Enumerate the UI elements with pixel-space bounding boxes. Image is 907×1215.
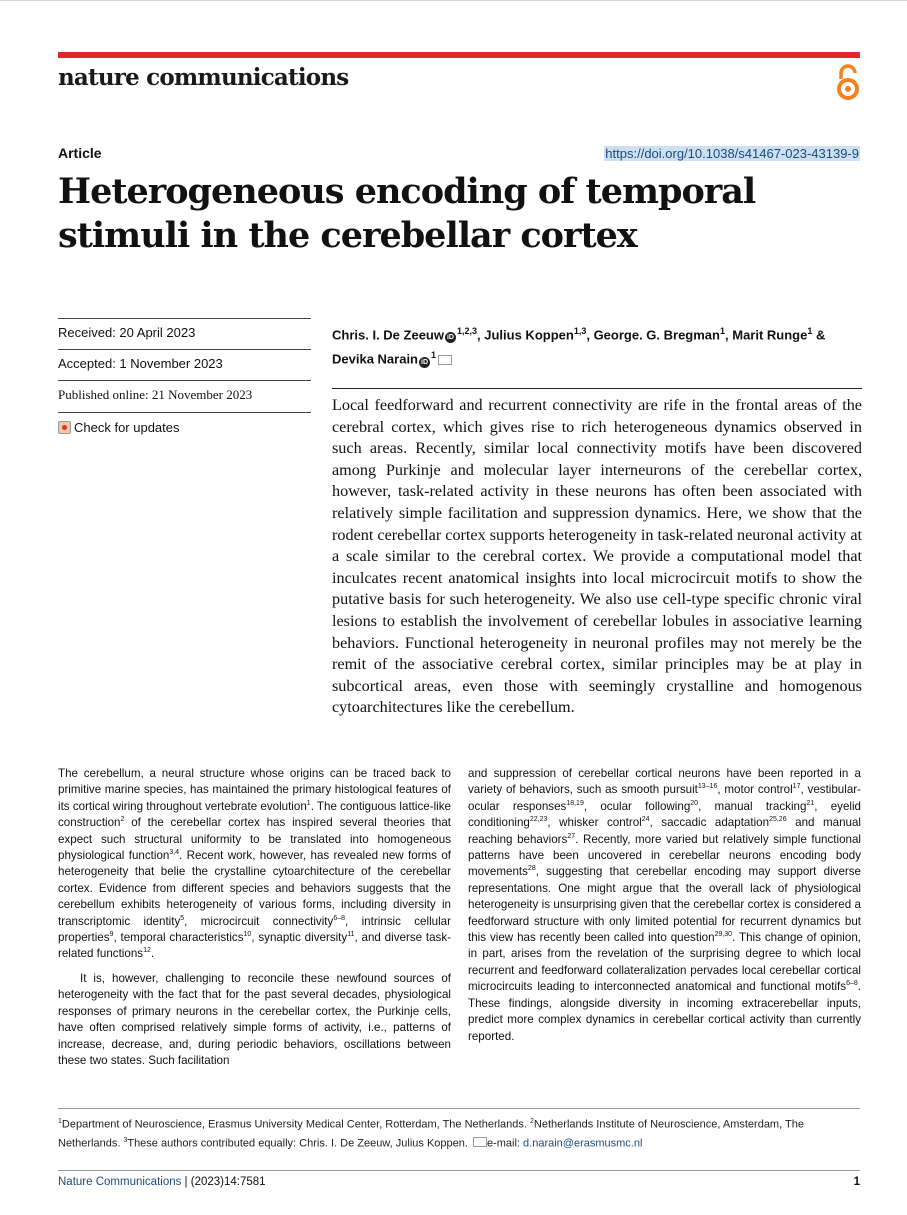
author-name[interactable]: Julius Koppen xyxy=(484,327,574,343)
body-text: , intrinsic cellular properties xyxy=(58,914,451,945)
citation-ref[interactable]: 22,23 xyxy=(529,816,548,824)
citation-ref[interactable]: 29,30 xyxy=(714,931,733,939)
body-text: , motor control xyxy=(717,783,793,797)
footnote-rule xyxy=(58,1108,860,1109)
published-date: Published online: 21 November 2023 xyxy=(58,380,311,412)
footer-rule xyxy=(58,1170,860,1171)
body-text: , vestibular-ocular responses xyxy=(468,783,862,813)
body-text: and suppression of cerebellar cortical neurons have been reported in a variety of behaviors, such as smooth pursuit xyxy=(468,767,861,797)
doi-link[interactable]: https://doi.org/10.1038/s41467-023-43139-9 xyxy=(605,146,859,161)
body-text: , ocular following xyxy=(583,799,691,813)
citation-ref[interactable]: 20 xyxy=(690,799,699,807)
body-column-right xyxy=(468,766,861,1045)
affiliation-1: Department of Neuroscience, Erasmus University Medical Center, Rotterdam, The Netherlands. xyxy=(61,1118,531,1131)
affiliation-2: Netherlands Institute of Neuroscience, Amsterdam, The Netherlands. xyxy=(58,1118,804,1150)
citation-ref[interactable]: 6–8 xyxy=(333,914,345,922)
body-paragraph xyxy=(58,766,451,963)
abstract-text: Local feedforward and recurrent connectivity are rife in the frontal areas of the cerebral cortex, which gives rise to rich heterogeneous dynamics observed in such areas. Recently, similar local connectivity motifs have been discovered among Purkinje and molecular layer interneurons of the cerebellar cortex, however, task-related activity in these neurons has often been associated with relatively simple facilitation and suppression dynamics. Here, we show that the rodent cerebellar cortex supports heterogeneity in task-related neuronal activity at a scale similar to the cerebral cortex. We provide a computational model that inculcates recent anatomical insights into local microcircuit motifs to show the putative basis for such heterogeneity. We also use cell-type specific chronic viral lesions to establish the involvement of cerebellar lobules in associative learning behaviors. Functional heterogeneity in neuronal profiles may not merely be the remit of the associative cerebral cortex, similar principles may be at play in subcortical areas, even those with seemingly crystalline and homogenous cytoarchitectures like the cerebellum. xyxy=(332,396,862,717)
body-text: , whisker control xyxy=(547,816,642,830)
citation-ref[interactable]: 13–16 xyxy=(697,783,718,791)
citation-ref[interactable]: 24 xyxy=(641,816,650,824)
body-text: . This change of opinion, in part, arises from the revelation of the surprising degree to which local recurrent and feedforward collateralization pervades local cerebellar cortical microcircuits leading to interconnected anatomical and functional motifs xyxy=(468,931,861,994)
body-text: . The contiguous lattice-like construction xyxy=(58,799,451,830)
body-text: , saccadic adaptation xyxy=(649,816,770,830)
author-affiliation-sup: 1 xyxy=(719,326,725,336)
accepted-date: Accepted: 1 November 2023 xyxy=(58,349,311,380)
citation-ref[interactable]: 10 xyxy=(243,931,252,939)
body-text: , synaptic diversity xyxy=(251,931,348,945)
body-text: , and diverse task-related functions xyxy=(58,931,451,961)
equal-contribution-note: These authors contributed equally: Chris. I. De Zeeuw, Julius Koppen. xyxy=(127,1137,471,1150)
orcid-icon[interactable]: iD xyxy=(421,358,428,366)
body-text: and manual reaching behaviors xyxy=(468,816,861,846)
citation-ref[interactable]: 5 xyxy=(180,914,185,922)
body-text: , microcircuit connectivity xyxy=(184,914,334,928)
citation-ref[interactable]: 12 xyxy=(143,947,151,955)
article-type: Article xyxy=(58,145,102,161)
citation-ref[interactable]: 27 xyxy=(567,832,576,840)
body-text: of the cerebellar cortex has inspired several theories that expect such structural uniformity to be translated into homogeneous physiological function xyxy=(58,816,451,863)
article-meta xyxy=(58,318,311,444)
body-paragraph xyxy=(468,766,861,1045)
footer-citation: | (2023)14:7581 xyxy=(181,1176,266,1188)
body-text: , temporal characteristics xyxy=(113,931,244,945)
mail-icon xyxy=(473,1137,487,1147)
author-affiliation-sup: 1,2,3 xyxy=(456,326,478,336)
check-updates-row xyxy=(58,412,311,444)
citation-ref[interactable]: 1 xyxy=(306,799,311,807)
author-list xyxy=(332,321,862,370)
citation-ref[interactable]: 25,26 xyxy=(769,816,787,824)
citation-ref[interactable]: 9 xyxy=(109,931,114,939)
affiliations-footnote: $^1$Department of Neuroscience, Erasmus University Medical Center, Rotterdam, The Netherlands. $^2$Netherlands Institute of Neuroscience, Amsterdam, The Netherlands. $^3$These authors contributed equally: Chris. I. De Zeeuw, Julius Koppen. e-mail: d.narain@erasmusmc.nl xyxy=(58,1118,804,1150)
footer-journal[interactable]: Nature Communications xyxy=(58,1176,182,1188)
citation-ref[interactable]: 18,19 xyxy=(566,799,584,807)
body-text: It is, however, challenging to reconcile these newfound sources of heterogeneity with the fact that for the past several decades, physiological responses of primary neurons in the cerebellar cortex, the Purkinje cells, have often comprised relatively simple forms of activity, i.e., patterns of increase, decrease, and, during periodic behaviors, oscillations between these two states. Such facilitation xyxy=(58,971,451,1067)
citation-ref[interactable]: 17 xyxy=(792,783,801,791)
author-separator: , xyxy=(477,327,485,343)
author-affiliation-sup: 1 xyxy=(431,350,437,361)
page-footer xyxy=(58,1176,266,1188)
body-text: The cerebellum, a neural structure whose origins can be traced back to primitive marine species, has maintained the primary histological features of its cortical wiring throughout vertebrate evolution xyxy=(58,767,451,813)
body-column-left xyxy=(58,766,451,1069)
citation-ref[interactable]: 11 xyxy=(347,931,355,939)
author-name[interactable]: Chris. I. De Zeeuw xyxy=(332,327,444,343)
abstract-rule xyxy=(332,388,862,389)
citation-ref[interactable]: 3,4 xyxy=(169,849,180,857)
author-separator: , xyxy=(586,327,594,343)
check-updates-label: Check for updates xyxy=(74,420,180,435)
orcid-icon[interactable]: iD xyxy=(446,334,454,342)
top-border xyxy=(0,0,907,1)
author-name[interactable]: Marit Runge xyxy=(732,327,808,343)
body-text: . These findings, alongside diversity in incoming extracerebellar inputs, predict more complex dynamics in cerebellar cortical activity than currently reported. xyxy=(468,980,861,1043)
email-label: e-mail: xyxy=(486,1137,524,1150)
page-number: 1 xyxy=(853,1176,860,1188)
corresponding-mail-icon[interactable] xyxy=(438,355,452,365)
check-updates-button[interactable] xyxy=(58,420,311,435)
journal-name: nature communications xyxy=(58,64,349,91)
journal-accent-bar xyxy=(58,52,860,58)
body-text: . Recent work, however, has revealed new forms of heterogeneity that belie the crystalline cytoarchitecture of the cerebellar cortex. Evidence from different species and behaviors suggests that the cerebellum exhibits heterogeneity of various forms, including diversity in transcriptomic identity xyxy=(58,849,451,928)
citation-ref[interactable]: 2 xyxy=(120,816,125,824)
article-title: Heterogeneous encoding of temporal stimuli in the cerebellar cortex xyxy=(58,171,756,256)
author-name[interactable]: Devika Narain xyxy=(332,351,418,367)
author-separator: & xyxy=(812,327,826,343)
open-access-icon[interactable] xyxy=(833,62,863,102)
author-affiliation-sup: 1,3 xyxy=(573,326,587,336)
citation-ref[interactable]: 6–8 xyxy=(846,980,858,988)
author-affiliation-sup: 1 xyxy=(807,326,813,336)
author-separator: , xyxy=(725,327,733,343)
crossmark-icon xyxy=(58,421,71,434)
email-link[interactable]: d.narain@erasmusmc.nl xyxy=(523,1137,643,1150)
citation-ref[interactable]: 21 xyxy=(806,799,815,807)
author-name[interactable]: George. G. Bregman xyxy=(593,327,720,343)
body-text: , suggesting that cerebellar encoding may support diverse representations. One might argue that the overall lack of physiological heterogeneity is unsurprising given that the cerebellar cortex is considered a feedforward structure with only limited potential for recurrent dynamics but this view has recently been called into question xyxy=(468,865,861,945)
body-text: . xyxy=(150,947,155,961)
body-paragraph xyxy=(58,971,451,1069)
body-text: , eyelid conditioning xyxy=(468,799,861,830)
body-text: , manual tracking xyxy=(698,799,807,813)
received-date: Received: 20 April 2023 xyxy=(58,318,311,349)
body-text: . Recently, more varied but relatively simple functional patterns have been uncovered in cerebellar neurons encoding body movements xyxy=(468,832,861,879)
citation-ref[interactable]: 28 xyxy=(527,865,536,873)
